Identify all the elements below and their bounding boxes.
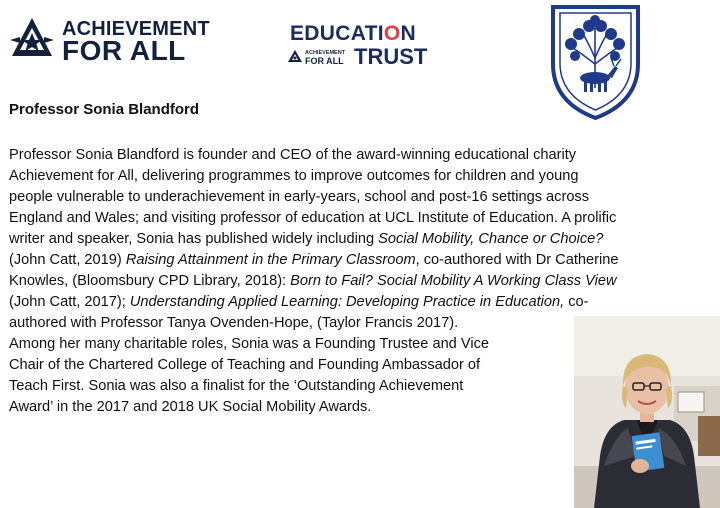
- book-title: Raising Attainment in the Primary Classroom: [125, 252, 416, 268]
- bio-line: Among her many charitable roles, Sonia was a Founding Trustee and Vice: [9, 336, 489, 352]
- logo-wordmark: [62, 18, 210, 66]
- bio-line: Award’ in the 2017 and 2018 UK Social Mobility Awards.: [9, 399, 372, 415]
- bio-text: (John Catt, 2019): [9, 252, 126, 268]
- mini-compass-icon: [288, 50, 302, 64]
- bio-line: [9, 250, 717, 271]
- achievement-for-all-logo: [8, 16, 208, 64]
- book-title: Born to Fail? Social Mobility A Working Class View: [290, 273, 617, 289]
- book-title: Understanding Applied Learning: Developing Practice in Education,: [129, 294, 565, 310]
- logo-word-achievement: ACHIEVEMENT: [62, 18, 210, 40]
- bio-text: , co-authored with Dr Catherine: [415, 252, 619, 268]
- bio-line: Professor Sonia Blandford is founder and CEO of the award-winning educational charity: [9, 147, 577, 163]
- education-word: [290, 22, 416, 46]
- logo-word-for-all: FOR ALL: [62, 35, 186, 66]
- book-title: Social Mobility, Chance or Choice?: [378, 231, 604, 247]
- bio-line: England and Wales; and visiting professor of education at UCL Institute of Education. A prolific: [9, 210, 617, 226]
- compass-star-icon: [8, 16, 56, 64]
- bio-text: co-: [564, 294, 589, 310]
- bio-text: Knowles, (Bloomsbury CPD Library, 2018):: [9, 273, 291, 289]
- bio-line: [9, 271, 717, 292]
- bio-line: authored with Professor Tanya Ovenden-Hope, (Taylor Francis 2017).: [9, 315, 459, 331]
- education-word-end: N: [400, 22, 416, 45]
- page-title: Professor Sonia Blandford: [9, 101, 200, 118]
- bio-line: [9, 229, 717, 250]
- bio-line: people vulnerable to underachievement in early-years, school and post-16 settings across: [9, 189, 590, 205]
- bio-line: [9, 292, 717, 313]
- bio-text: (John Catt, 2017);: [9, 294, 130, 310]
- bio-line: Achievement for All, delivering programmes to improve outcomes for children and young: [9, 168, 579, 184]
- mini-logo-line1: ACHIEVEMENT: [305, 50, 346, 56]
- bio-line: Chair of the Chartered College of Teaching and Founding Ambassador of: [9, 357, 481, 373]
- education-word-start: EDUCATI: [290, 22, 384, 45]
- mini-logo-line2: FOR ALL: [305, 56, 344, 66]
- school-crest-icon: [549, 4, 642, 121]
- mini-afa-logo: [288, 49, 358, 67]
- bio-text: writer and speaker, Sonia has published widely including: [9, 231, 379, 247]
- education-word-o: O: [383, 22, 401, 45]
- education-trust-logo: [288, 22, 433, 70]
- bio-line: Teach First. Sonia was also a finalist for the ‘Outstanding Achievement: [9, 378, 464, 394]
- trust-word: TRUST: [354, 44, 428, 69]
- portrait-photo: [574, 316, 720, 508]
